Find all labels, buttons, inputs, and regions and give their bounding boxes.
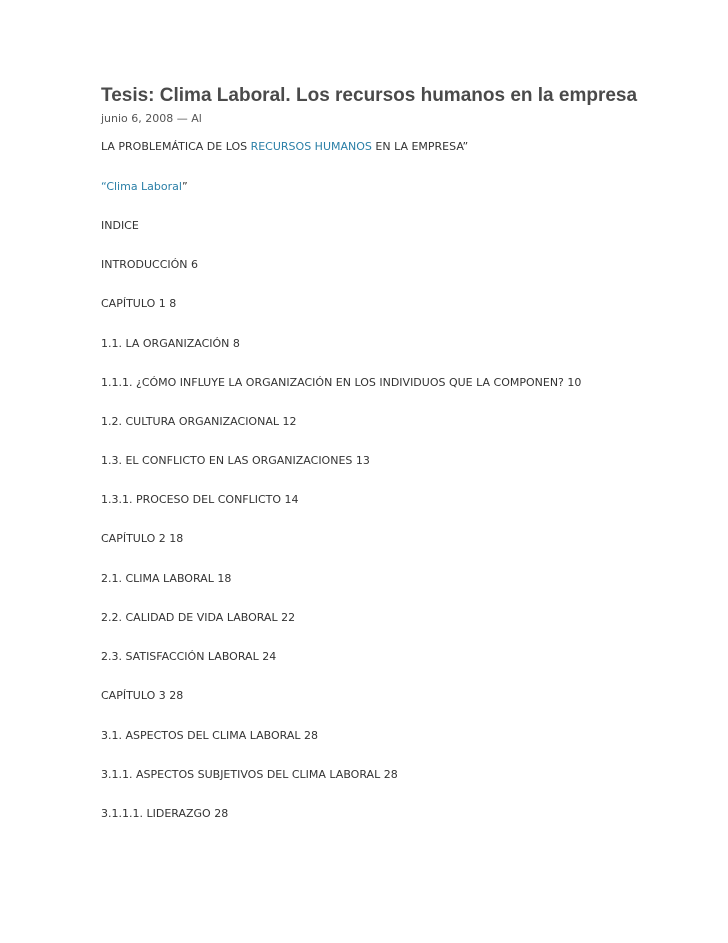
index-entry: 1.1. LA ORGANIZACIÓN 8	[101, 337, 240, 350]
subtitle-line	[101, 140, 468, 154]
post-meta: junio 6, 2008 — Al	[101, 112, 202, 125]
index-entry: CAPÍTULO 1 8	[101, 297, 177, 310]
index-entry: 2.1. CLIMA LABORAL 18	[101, 572, 232, 585]
index-entry: 2.3. SATISFACCIÓN LABORAL 24	[101, 650, 277, 663]
clima-open-quote[interactable]: “	[101, 180, 107, 193]
clima-laboral-line	[101, 180, 188, 194]
index-entry: 1.1.1. ¿CÓMO INFLUYE LA ORGANIZACIÓN EN LOS INDIVIDUOS QUE LA COMPONEN? 10	[101, 376, 582, 389]
index-entry: CAPÍTULO 3 28	[101, 689, 184, 702]
document-page	[101, 84, 701, 820]
index-entry: INTRODUCCIÓN 6	[101, 258, 199, 271]
subtitle-text-before: LA PROBLEMÁTICA DE LOS	[101, 140, 251, 153]
subtitle-text-after: EN LA EMPRESA”	[371, 140, 469, 153]
clima-close-quote: ”	[181, 180, 188, 193]
index-entry: 1.3.1. PROCESO DEL CONFLICTO 14	[101, 493, 299, 506]
index-entry: 2.2. CALIDAD DE VIDA LABORAL 22	[101, 611, 296, 624]
clima-laboral-link[interactable]: Clima Laboral	[106, 180, 182, 193]
index-entry: 1.3. EL CONFLICTO EN LAS ORGANIZACIONES 13	[101, 454, 370, 467]
index-entry: 1.2. CULTURA ORGANIZACIONAL 12	[101, 415, 297, 428]
recursos-humanos-link[interactable]: RECURSOS HUMANOS	[250, 140, 372, 153]
post-title: Tesis: Clima Laboral. Los recursos humanos en la empresa	[101, 85, 638, 106]
index-entry: CAPÍTULO 2 18	[101, 532, 184, 545]
index-heading: INDICE	[101, 219, 139, 232]
index-entry: 3.1.1.1. LIDERAZGO 28	[101, 807, 229, 820]
index-entry: 3.1. ASPECTOS DEL CLIMA LABORAL 28	[101, 729, 318, 742]
index-entry: 3.1.1. ASPECTOS SUBJETIVOS DEL CLIMA LABORAL 28	[101, 768, 398, 781]
